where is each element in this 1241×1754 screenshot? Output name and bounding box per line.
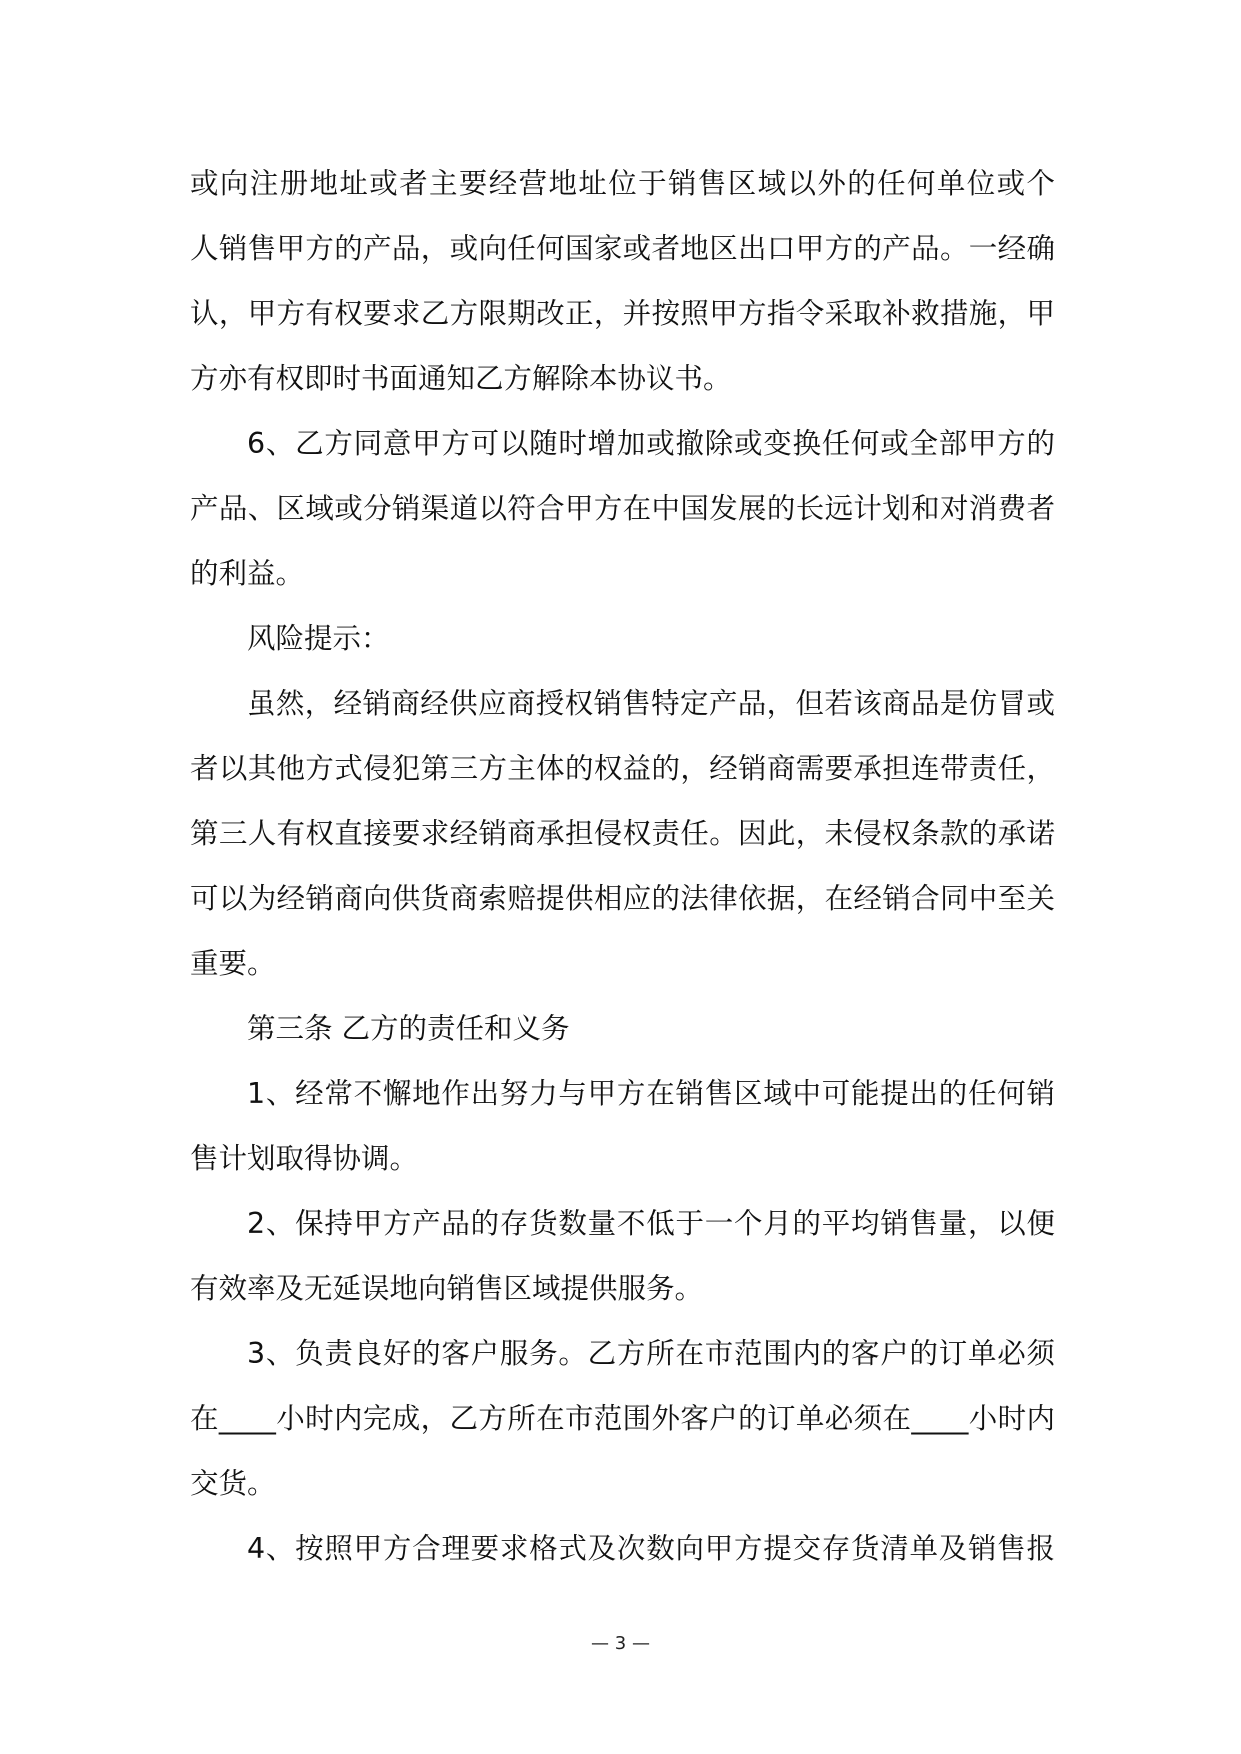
clause-3	[190, 1321, 1055, 1516]
page-number: — 3 —	[591, 1633, 650, 1654]
paragraph-line: 认，甲方有权要求乙方限期改正，并按照甲方指令采取补救措施，甲	[190, 297, 1055, 330]
paragraph-line: 重要。	[190, 947, 276, 980]
risk-notice-text	[190, 671, 1055, 996]
article-3-heading	[190, 996, 1055, 1061]
paragraph-line: 方亦有权即时书面通知乙方解除本协议书。	[190, 362, 732, 395]
paragraph-line: 在____小时内完成，乙方所在市范围外客户的订单必须在____小时内	[190, 1402, 1055, 1435]
clause-2	[190, 1191, 1055, 1321]
paragraph-line: 2、保持甲方产品的存货数量不低于一个月的平均销售量，以便	[247, 1207, 1055, 1240]
paragraph-line: 可以为经销商向供货商索赔提供相应的法律依据，在经销合同中至关	[190, 882, 1055, 915]
document-body	[190, 151, 1055, 1581]
clause-4	[190, 1516, 1055, 1581]
clause-6	[190, 411, 1055, 606]
paragraph-continued	[190, 151, 1055, 411]
paragraph-line: 第三条 乙方的责任和义务	[247, 1012, 570, 1045]
paragraph-line: 1、经常不懈地作出努力与甲方在销售区域中可能提出的任何销	[247, 1077, 1055, 1110]
clause-1	[190, 1061, 1055, 1191]
paragraph-line: 有效率及无延误地向销售区域提供服务。	[190, 1272, 704, 1305]
paragraph-line: 虽然，经销商经供应商授权销售特定产品，但若该商品是仿冒或	[247, 687, 1055, 720]
paragraph-line: 4、按照甲方合理要求格式及次数向甲方提交存货清单及销售报	[247, 1532, 1055, 1565]
paragraph-line: 者以其他方式侵犯第三方主体的权益的，经销商需要承担连带责任，	[190, 752, 1055, 785]
paragraph-line: 3、负责良好的客户服务。乙方所在市范围内的客户的订单必须	[247, 1337, 1055, 1370]
paragraph-line: 的利益。	[190, 557, 305, 590]
paragraph-line: 售计划取得协调。	[190, 1142, 419, 1175]
paragraph-line: 产品、区域或分销渠道以符合甲方在中国发展的长远计划和对消费者	[190, 492, 1055, 525]
paragraph-line: 人销售甲方的产品，或向任何国家或者地区出口甲方的产品。一经确	[190, 232, 1055, 265]
paragraph-line: 或向注册地址或者主要经营地址位于销售区域以外的任何单位或个	[190, 167, 1055, 200]
paragraph-line: 交货。	[190, 1467, 276, 1500]
paragraph-line: 第三人有权直接要求经销商承担侵权责任。因此，未侵权条款的承诺	[190, 817, 1055, 850]
paragraph-line: 风险提示：	[247, 622, 390, 655]
paragraph-line: 6、乙方同意甲方可以随时增加或撤除或变换任何或全部甲方的	[247, 427, 1055, 460]
risk-notice-heading	[190, 606, 1055, 671]
